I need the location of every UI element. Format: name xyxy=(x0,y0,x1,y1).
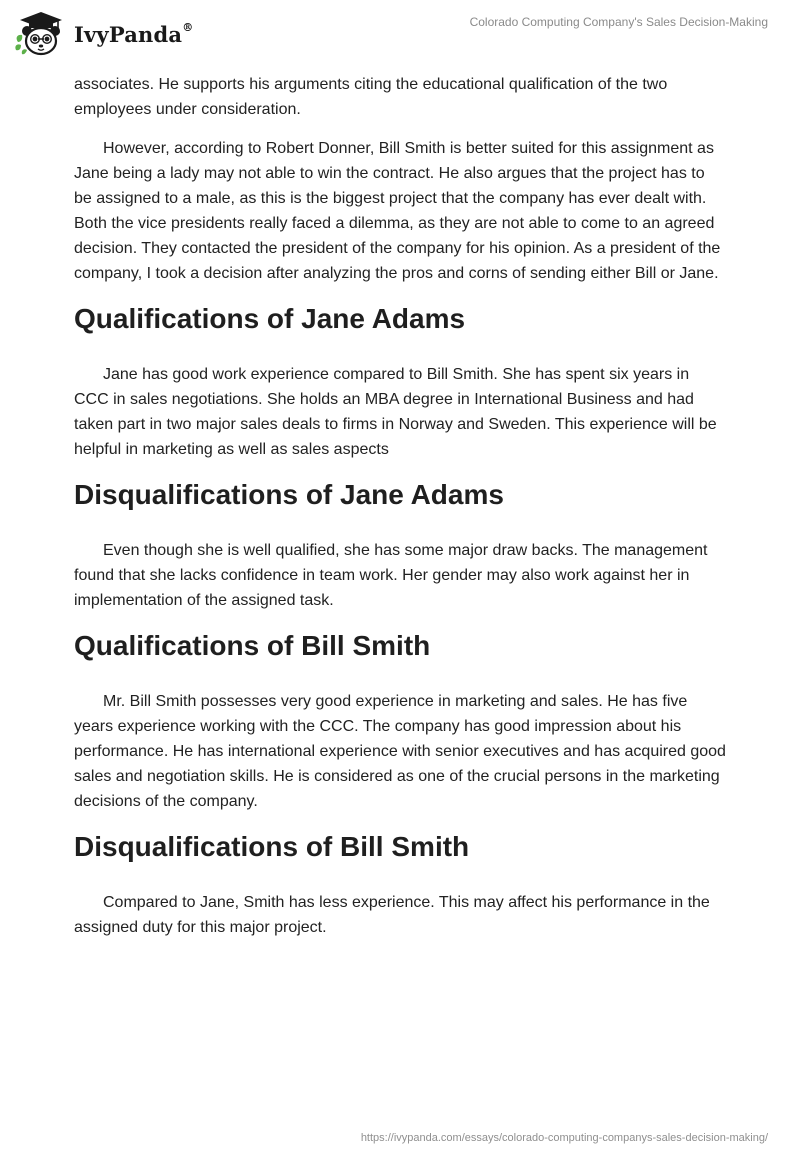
panda-graduate-icon xyxy=(14,9,68,59)
essay-body xyxy=(74,72,726,954)
running-title: Colorado Computing Company's Sales Decision-Making xyxy=(469,15,768,29)
section-heading-qualifications-bill: Qualifications of Bill Smith xyxy=(74,630,431,661)
paragraph: Compared to Jane, Smith has less experience. This may affect his performance in the assigned duty for this major project. xyxy=(74,894,710,936)
paragraph: Mr. Bill Smith possesses very good experience in marketing and sales. He has five years experience working with the CCC. The company has good impression about his performance. He has international experience with senior executives and has acquired good sales and negotiation skills. He is considered as one of the crucial persons in the marketing decisions of the company. xyxy=(74,693,726,810)
section-heading-disqualifications-jane: Disqualifications of Jane Adams xyxy=(74,479,504,510)
paragraph: However, according to Robert Donner, Bill Smith is better suited for this assignment as Jane being a lady may not able to win the contract. He also argues that the project has to be assigned to a male, as this is the biggest project that the company has ever dealt with. Both the vice presidents really faced a dilemma, as they are not able to come to an agreed decision. They contacted the president of the company for his opinion. As a president of the company, I took a decision after analyzing the pros and corns of sending either Bill or Jane. xyxy=(74,140,721,282)
ivypanda-logo[interactable] xyxy=(14,8,193,60)
paragraph: Even though she is well qualified, she has some major draw backs. The management found that she lacks confidence in team work. Her gender may also work against her in implementation of the assigned task. xyxy=(74,542,708,609)
source-url[interactable]: https://ivypanda.com/essays/colorado-computing-companys-sales-decision-making/ xyxy=(360,1132,768,1144)
section-heading-disqualifications-bill: Disqualifications of Bill Smith xyxy=(74,831,470,862)
logo-wordmark: IvyPanda® xyxy=(74,20,194,47)
paragraph-continued: associates. He supports his arguments citing the educational qualification of the two employees under consideration. xyxy=(74,76,668,118)
page-header xyxy=(0,0,800,72)
section-heading-qualifications-jane: Qualifications of Jane Adams xyxy=(74,303,466,334)
paragraph: Jane has good work experience compared to Bill Smith. She has spent six years in CCC in sales negotiations. She holds an MBA degree in International Business and had taken part in two major sales deals to firms in Norway and Sweden. This experience will be helpful in marketing as well as sales aspects xyxy=(74,366,717,458)
